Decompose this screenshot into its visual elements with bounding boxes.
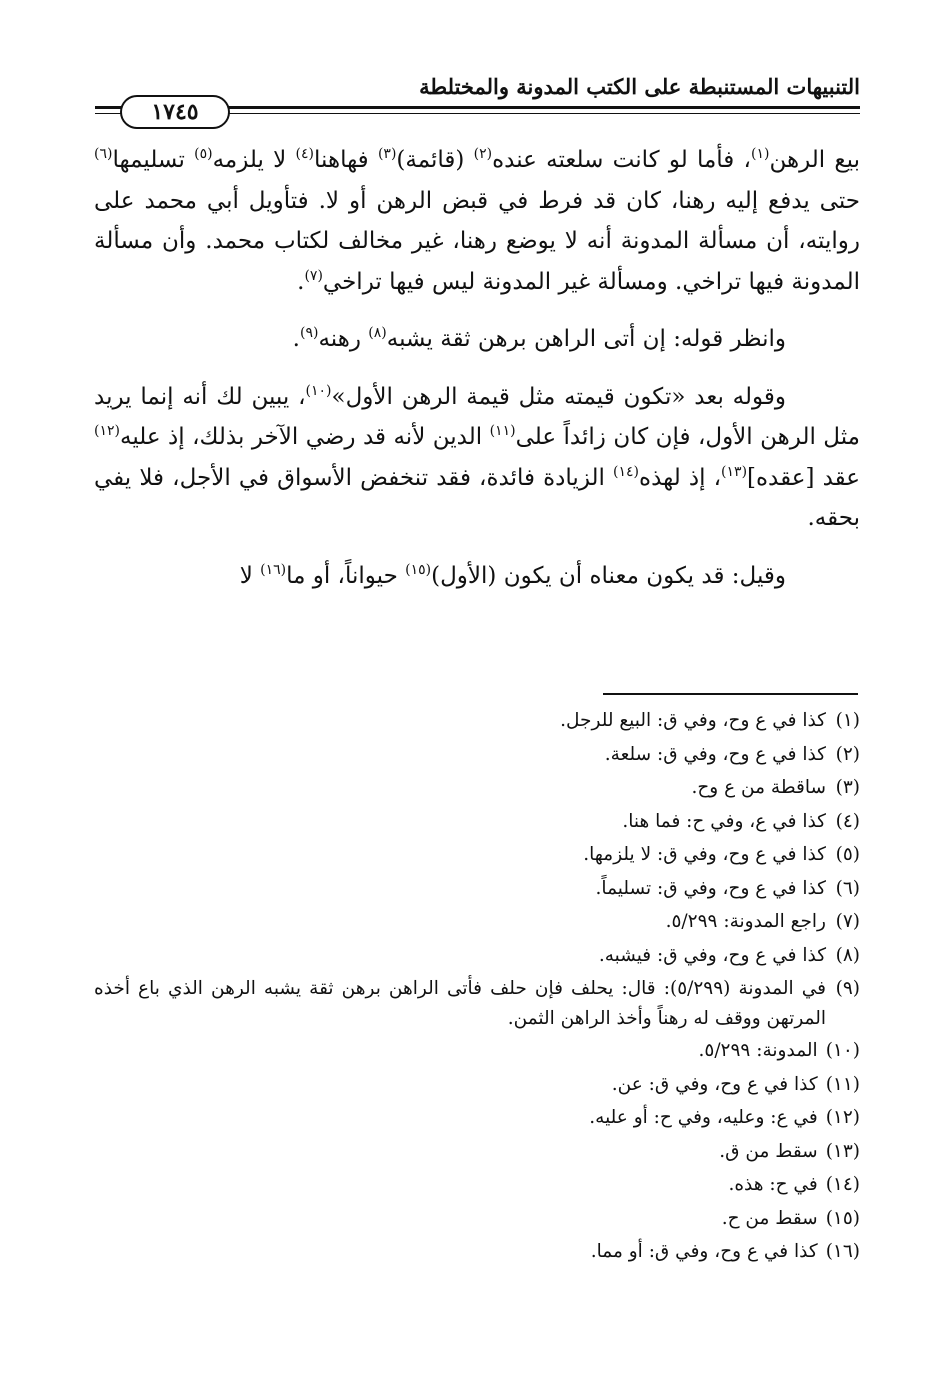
footnote-divider xyxy=(603,693,858,695)
text-run: تسليمها xyxy=(112,147,195,173)
page-number: ١٧٤٥ xyxy=(120,95,230,129)
text-run: عقد [عقده] xyxy=(747,464,861,491)
footnote-reference: (٦) xyxy=(94,146,113,162)
footnote-number: (٨) xyxy=(835,944,860,966)
footnote-item xyxy=(94,1034,860,1068)
footnote-number: (١٠) xyxy=(825,1040,860,1061)
footnote-text: كذا في ع وح، وفي ق: تسليماً. xyxy=(595,877,826,899)
footnote-number: (٢) xyxy=(835,743,860,765)
footnote-reference: (٥) xyxy=(194,146,213,162)
footnote-reference: (٤) xyxy=(295,146,314,162)
footnote-item xyxy=(94,972,860,1034)
footnote-text: ساقطة من ع وح. xyxy=(691,777,826,798)
footnote-item xyxy=(94,1235,860,1269)
text-run: لا xyxy=(239,562,261,589)
footnote-number: (١) xyxy=(835,710,860,731)
text-run: حتى يدفع إليه رهنا، كان قد فرط في قبض الرهن أو لا. فتأويل أبي محمد على روايته، أن مسألة المدونة أنه لا يوضع رهنا، غير مخالف لكتاب محمد. وأن مسألة المدونة فيها تراخي. ومسألة غير المدونة ليس فيها تراخي xyxy=(94,187,861,295)
footnote-text: راجع المدونة: ٥/٢٩٩. xyxy=(665,911,826,932)
footnote-text: في ح: هذه. xyxy=(728,1174,818,1195)
footnote-number: (١٤) xyxy=(825,1174,860,1195)
footnote-item xyxy=(94,905,860,939)
body-paragraph xyxy=(94,140,860,302)
footnote-text: سقط من ق. xyxy=(719,1140,818,1162)
footnote-reference: (٣) xyxy=(377,146,397,162)
text-run: وانظر قوله: إن أتى الراهن برهن ثقة يشبه xyxy=(386,326,786,352)
text-run: بيع الرهن xyxy=(769,147,860,173)
footnote-reference: (١٤) xyxy=(613,463,640,480)
text-run: ، فأما لو كانت سلعته عنده xyxy=(492,147,751,173)
footnote-number: (١١) xyxy=(825,1073,860,1095)
footnote-item xyxy=(94,738,860,772)
footnote-item xyxy=(94,939,860,973)
footnote-item xyxy=(94,1135,860,1169)
footnote-number: (١٦) xyxy=(825,1241,860,1262)
footnote-item xyxy=(94,704,860,738)
footnote-text: كذا في ع وح، وفي ق: سلعة. xyxy=(604,743,826,765)
text-run: ، يبين لك أنه إنما يريد مثل الرهن الأول، فإن كان زائداً على xyxy=(94,383,860,450)
body-paragraph xyxy=(94,556,860,597)
footnote-number: (٧) xyxy=(835,911,860,932)
main-text xyxy=(94,140,860,613)
body-paragraph xyxy=(94,319,860,360)
footnote-text: في ع: وعليه، وفي ح: أو عليه. xyxy=(589,1107,818,1128)
footnote-item xyxy=(94,1068,860,1102)
footnote-reference: (٧) xyxy=(304,267,323,284)
text-run: (قائمة) xyxy=(396,147,474,173)
footnote-number: (٦) xyxy=(835,877,860,899)
footnote-reference: (١٦) xyxy=(260,561,287,578)
footnote-text: كذا في ع وح، وفي ق: لا يلزمها. xyxy=(583,844,826,865)
footnote-item xyxy=(94,872,860,906)
footnote-text: كذا في ع وح، وفي ق: فيشبه. xyxy=(598,944,826,966)
footnote-number: (٥) xyxy=(835,844,860,865)
footnote-reference: (٢) xyxy=(473,146,493,162)
footnote-reference: (١٠) xyxy=(305,382,332,399)
footnote-number: (١٣) xyxy=(825,1140,860,1162)
text-run: رهنه xyxy=(318,326,369,352)
text-run: . xyxy=(292,326,300,352)
text-run: . xyxy=(297,268,305,295)
footnote-reference: (١٣) xyxy=(721,463,748,480)
footnote-item xyxy=(94,1101,860,1135)
footnotes-list xyxy=(94,704,860,1269)
footnote-text: كذا في ع وح، وفي ق: أو مما. xyxy=(590,1241,818,1262)
footnote-item xyxy=(94,805,860,839)
footnote-text: المدونة: ٥/٢٩٩. xyxy=(698,1040,818,1061)
text-run: الزيادة فائدة، فقد تنخفض الأسواق في الأجل، فلا يفي بحقه. xyxy=(94,464,860,531)
body-paragraph xyxy=(94,377,860,539)
footnote-reference: (١٥) xyxy=(405,561,432,578)
text-run: وقوله بعد «تكون قيمته مثل قيمة الرهن الأول» xyxy=(331,383,787,410)
footnote-item xyxy=(94,771,860,805)
running-title: التنبيهات المستنبطة على الكتب المدونة والمختلطة xyxy=(419,74,860,99)
footnote-text: سقط من ح. xyxy=(721,1207,818,1229)
footnote-number: (٤) xyxy=(835,810,860,832)
footnote-reference: (٩) xyxy=(299,325,319,341)
text-run: الدين لأنه قد رضي الآخر بذلك، إذ عليه xyxy=(119,424,490,450)
footnote-reference: (٨) xyxy=(368,325,387,341)
footnote-item xyxy=(94,1202,860,1236)
text-run: حيواناً، أو ما xyxy=(286,562,406,589)
footnote-reference: (١٢) xyxy=(94,423,120,439)
text-run: فهاهنا xyxy=(314,147,378,173)
footnote-item xyxy=(94,838,860,872)
footnote-reference: (١) xyxy=(750,146,770,162)
text-run: وقيل: قد يكون معناه أن يكون (الأول) xyxy=(431,562,786,589)
footnote-text: كذا في ع وح، وفي ق: عن. xyxy=(611,1073,818,1095)
footnote-text: كذا في ع، وفي ح: فما هنا. xyxy=(622,810,826,832)
footnote-reference: (١١) xyxy=(489,423,516,439)
footnote-text: في المدونة (٥/٢٩٩): قال: يحلف فإن حلف فأتى الراهن برهن ثقة يشبه الرهن الذي باع أخذه المرتهن ووقف له رهناً وأخذ الراهن الثمن. xyxy=(94,978,826,1029)
footnote-text: كذا في ع وح، وفي ق: البيع للرجل. xyxy=(560,710,826,731)
text-run: لا يلزمه xyxy=(212,147,296,173)
footnote-number: (١٢) xyxy=(825,1107,860,1128)
footnote-number: (٩) xyxy=(835,978,860,999)
footnote-number: (٣) xyxy=(835,777,860,798)
text-run: ، إذ لهذه xyxy=(639,464,722,491)
footnote-item xyxy=(94,1168,860,1202)
footnote-number: (١٥) xyxy=(825,1207,860,1229)
